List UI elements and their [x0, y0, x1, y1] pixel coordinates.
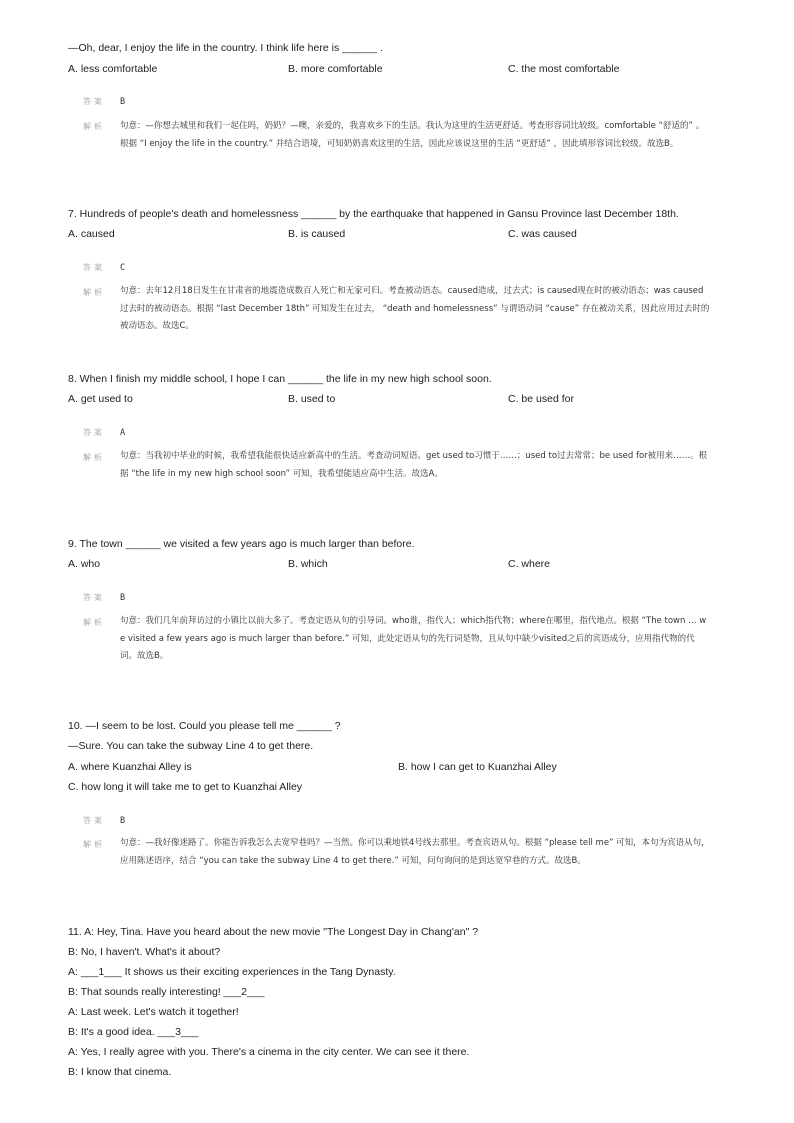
q11-line-2: B: No, I haven't. What's it about?: [68, 946, 221, 958]
q9-option-b: B. which: [288, 558, 328, 570]
q8-answer-tag: 答案: [83, 428, 105, 437]
q9-option-a: A. who: [68, 558, 101, 570]
q11-line-6-text: B: It's a good idea.: [68, 1026, 158, 1038]
q8-answer: A: [120, 428, 126, 438]
q7-option-c: C. was caused: [508, 228, 577, 240]
q11-blank-3: ___3___: [157, 1026, 199, 1038]
q10-answer: B: [120, 816, 126, 826]
q9-answer-tag: 答案: [83, 593, 105, 602]
q11-line-5: A: Last week. Let's watch it together!: [68, 1006, 239, 1018]
q11-line-3-speaker: A:: [68, 966, 81, 978]
q11-blank-1: ___1___: [80, 966, 122, 978]
q9-stem: 9. The town ______ we visited a few years ago is much larger than before.: [68, 538, 415, 550]
q11-line-4: [68, 985, 265, 999]
q7-stem: 7. Hundreds of people's death and homelessness ______ by the earthquake that happened in Gansu Province last December 18th.: [68, 208, 679, 220]
q9-option-c: C. where: [508, 558, 551, 570]
q10-option-b: B. how I can get to Kuanzhai Alley: [398, 761, 557, 773]
q9-answer: B: [120, 593, 126, 603]
q10-stem-line-1: 10. —I seem to be lost. Could you please tell me ______ ?: [68, 720, 341, 732]
q8-option-b: B. used to: [288, 393, 336, 405]
q8-stem: 8. When I finish my middle school, I hope I can ______ the life in my new high school soon.: [68, 373, 492, 385]
q8-option-c: C. be used for: [508, 393, 574, 405]
q6-answer-tag: 答案: [83, 97, 105, 106]
q8-explain-tag: 解析: [83, 453, 105, 462]
q6-stem: —Oh, dear, I enjoy the life in the country. I think life here is ______ .: [68, 42, 383, 54]
q8-explanation: 句意：当我初中毕业的时候，我希望我能很快适应新高中的生活。考查动词短语。get used to习惯于……；used to过去常常；be used for被用来……。根据 “the life in my new high school soon” 可知，我希望能适应高中生活。故选A。: [120, 451, 708, 479]
q11-line-3-text: It shows us their exciting experiences in the Tang Dynasty.: [121, 966, 396, 978]
q6-option-a: A. less comfortable: [68, 63, 158, 75]
q11-line-7: A: Yes, I really agree with you. There's a cinema in the city center. We can see it there.: [68, 1046, 470, 1058]
q11-blank-2: ___2___: [223, 986, 265, 998]
q10-option-c: C. how long it will take me to get to Kuanzhai Alley: [68, 781, 303, 793]
q11-line-1: 11. A: Hey, Tina. Have you heard about the new movie "The Longest Day in Chang'an" ?: [68, 926, 479, 938]
q7-explain-tag: 解析: [83, 288, 105, 297]
q10-explain-tag: 解析: [83, 840, 105, 849]
q10-stem-line-2: —Sure. You can take the subway Line 4 to get there.: [68, 740, 314, 752]
q11-line-3: [68, 965, 396, 979]
q7-option-b: B. is caused: [288, 228, 346, 240]
q6-explain-tag: 解析: [83, 122, 105, 131]
q6-option-c: C. the most comfortable: [508, 63, 620, 75]
q7-explanation: 句意：去年12月18日发生在甘肃省的地震造成数百人死亡和无家可归。考查被动语态。caused造成，过去式；is caused现在时的被动语态；was caused过去时的被动语态。根据 “last December 18th” 可知发生在过去， “death and homelessness” 与谓语动词 “cause” 存在被动关系，因此应用过去时的被动语态。故选C。: [120, 286, 710, 331]
q7-answer: C: [120, 263, 126, 273]
q7-option-a: A. caused: [68, 228, 115, 240]
q9-explain-tag: 解析: [83, 618, 105, 627]
q10-option-a: A. where Kuanzhai Alley is: [68, 761, 192, 773]
q11-line-4-text: B: That sounds really interesting!: [68, 986, 224, 998]
q7-answer-tag: 答案: [83, 263, 105, 272]
q11-line-6: [68, 1025, 198, 1039]
q10-explanation: 句意：—我好像迷路了。你能告诉我怎么去宽窄巷吗？—当然。你可以乘地铁4号线去那里。考查宾语从句。根据 “please tell me” 可知，本句为宾语从句，应用陈述语序，结合 “you can take the subway Line 4 to get there.” 可知，问句询问的是到达宽窄巷的方式。故选B。: [120, 838, 710, 866]
q6-option-b: B. more comfortable: [288, 63, 383, 75]
q6-explanation: 句意：—你想去城里和我们一起住吗，奶奶？—噢，亲爱的，我喜欢乡下的生活。我认为这里的生活更舒适。考查形容词比较级。comfortable “舒适的” 。根据 “I enjoy the life in the country.” 并结合语境，可知奶奶喜欢这里的生活，因此应该说这里的生活 “更舒适” ，因此填形容词比较级。故选B。: [120, 121, 705, 149]
q8-option-a: A. get used to: [68, 393, 133, 405]
q11-line-8: B: I know that cinema.: [68, 1066, 172, 1078]
q9-explanation: 句意：我们几年前拜访过的小镇比以前大多了。考查定语从句的引导词。who谁，指代人；which指代物；where在哪里，指代地点。根据 “The town … we visited a few years ago is much larger than before.” 可知，此处定语从句的先行词是物，且从句中缺少visited之后的宾语成分，应用指代物的代词。故选B。: [120, 616, 707, 661]
q6-answer: B: [120, 97, 126, 107]
q10-answer-tag: 答案: [83, 816, 105, 825]
